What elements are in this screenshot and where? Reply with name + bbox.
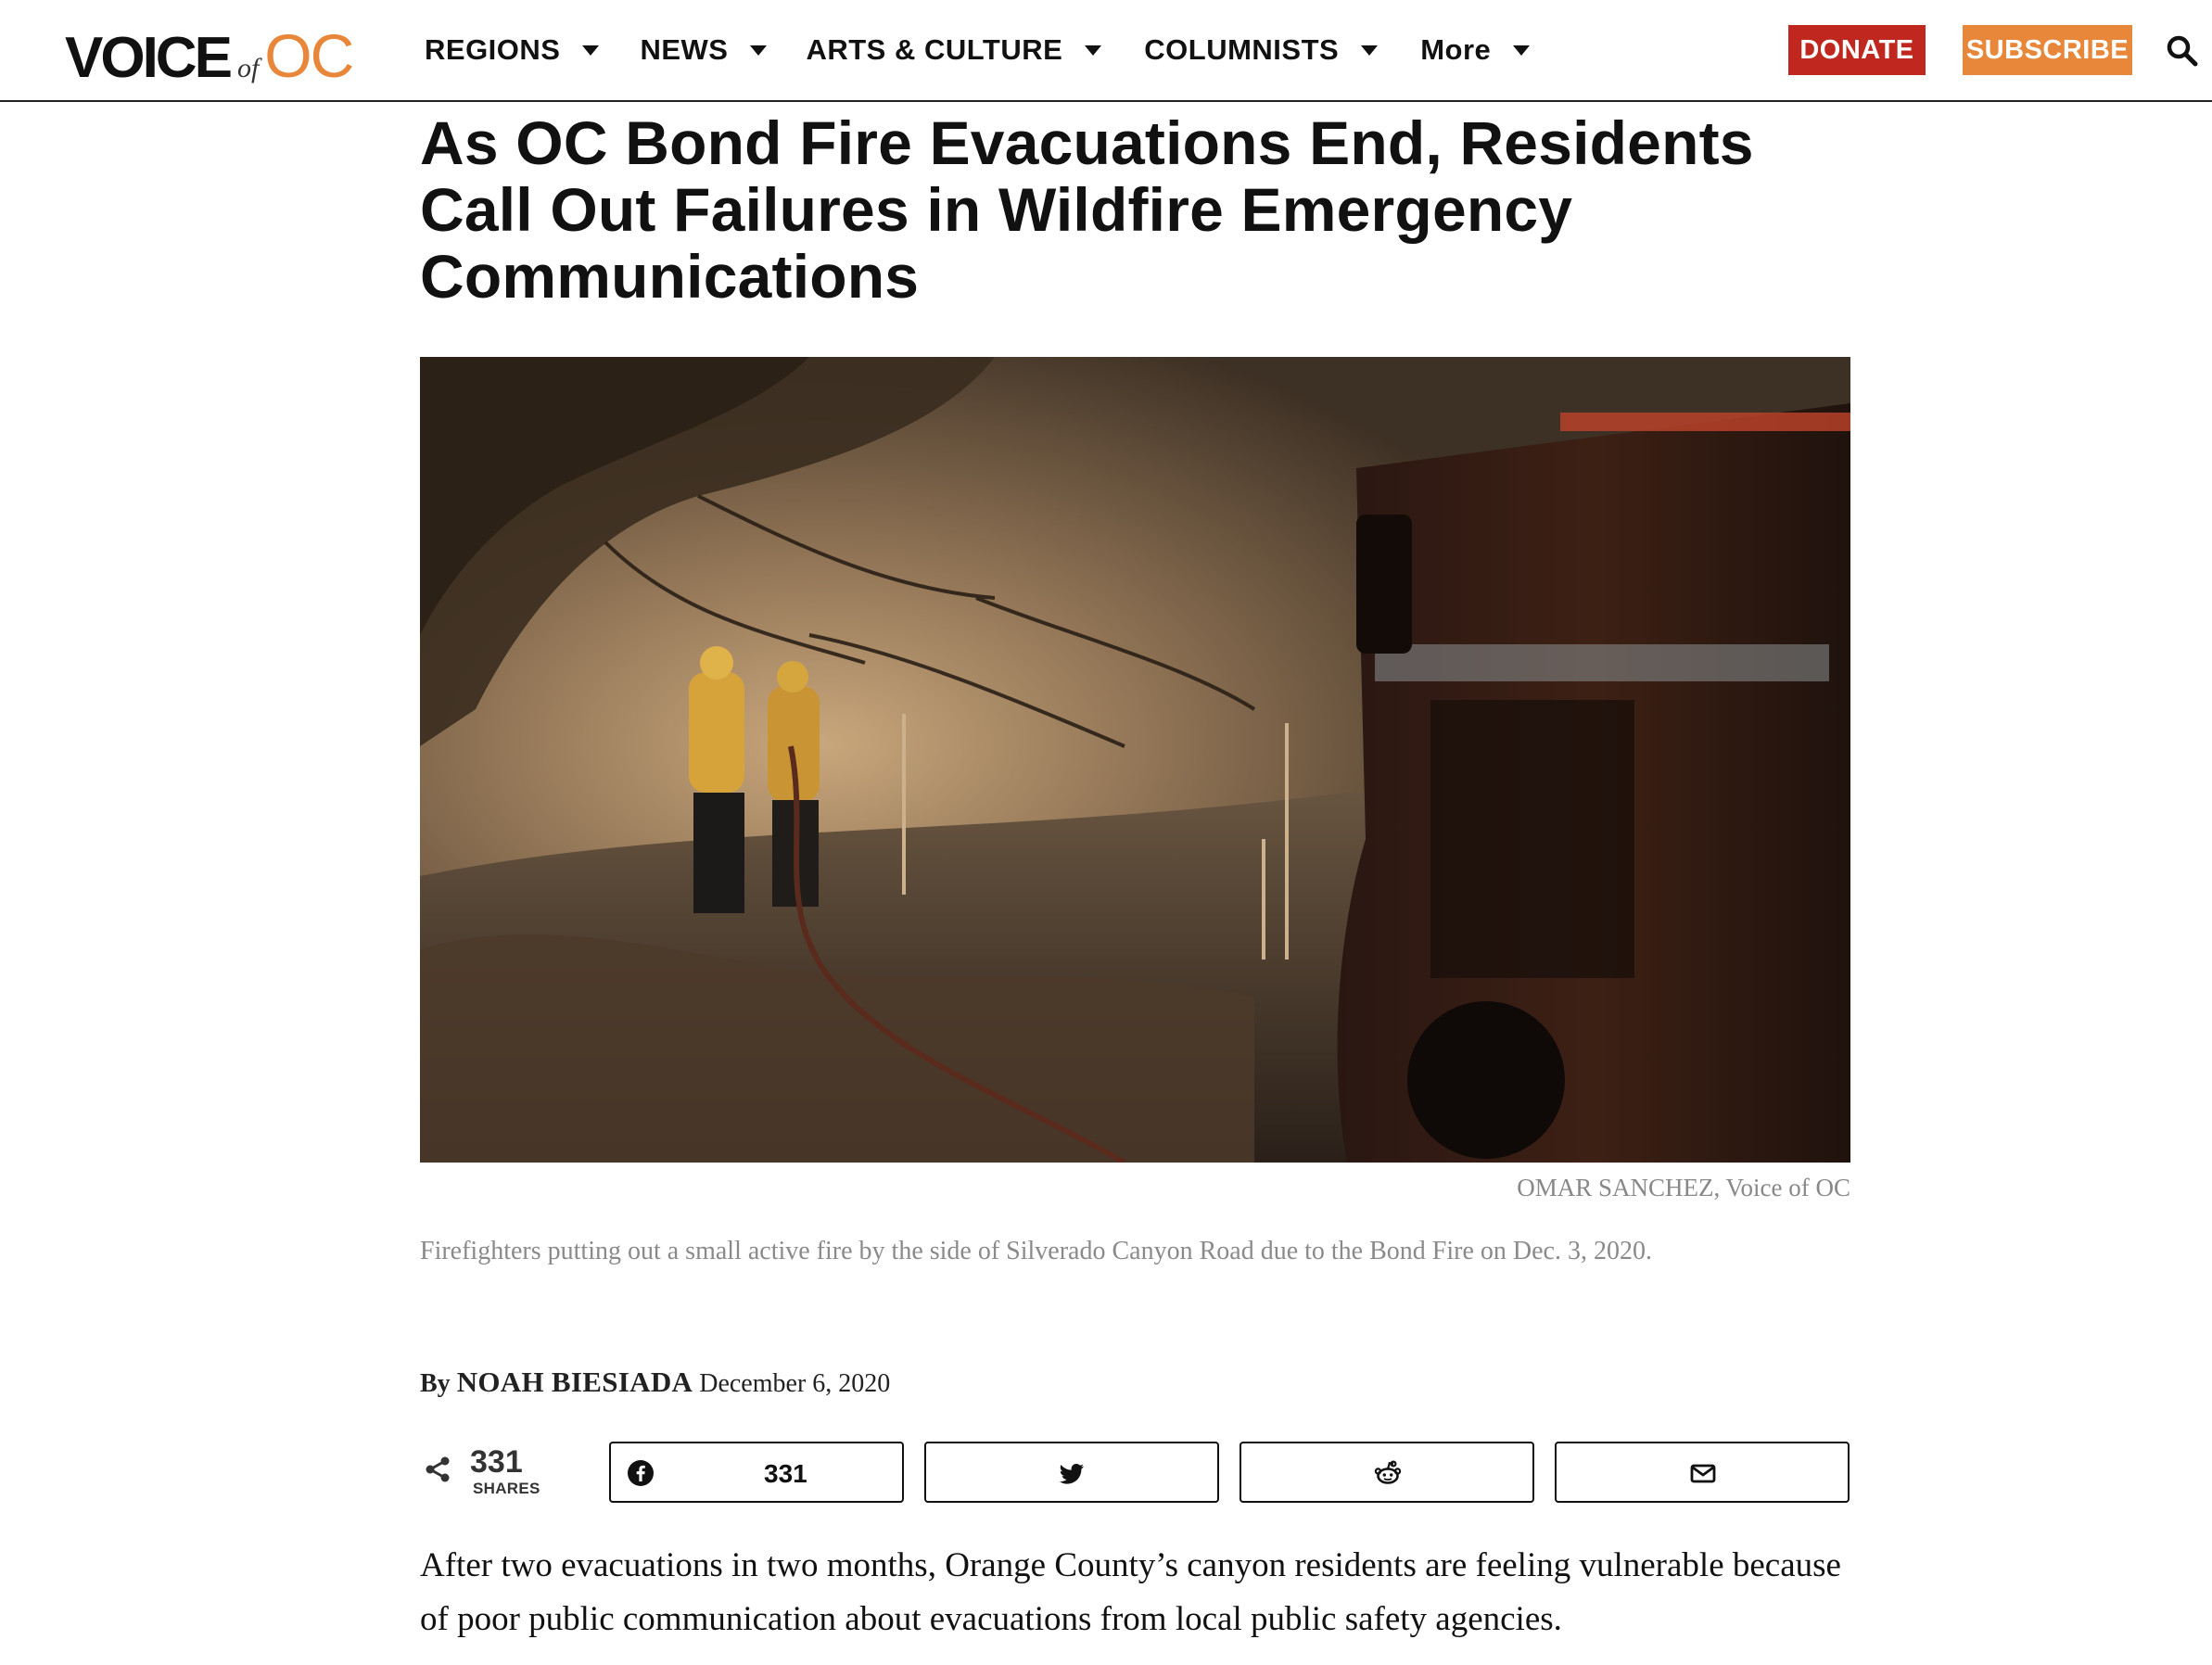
publish-date: December 6, 2020 [699, 1369, 891, 1398]
facebook-share-count: 331 [764, 1459, 807, 1488]
share-count [422, 1443, 552, 1498]
main-nav [425, 30, 1530, 70]
facebook-share-button[interactable] [609, 1442, 904, 1503]
byline [420, 1366, 890, 1399]
nav-item-label: ARTS & CULTURE [806, 33, 1063, 66]
email-icon [1689, 1459, 1717, 1487]
nav-item-more[interactable] [1420, 33, 1530, 67]
caret-down-icon [1085, 45, 1101, 56]
logo-oc-text: OC [264, 21, 353, 90]
share-icon [424, 1455, 451, 1483]
nav-item-arts-culture[interactable] [806, 33, 1101, 67]
donate-button[interactable]: DONATE [1788, 25, 1926, 75]
article-headline: As OC Bond Fire Evacuations End, Residents Call Out Failures in Wildfire Emergency Communications [420, 108, 1754, 311]
logo-voice-text: VOICE [65, 26, 230, 90]
photo-caption: Firefighters putting out a small active fire by the side of Silverado Canyon Road due to the Bond Fire on Dec. 3, 2020. [420, 1237, 1652, 1265]
nav-item-columnists[interactable] [1144, 33, 1378, 67]
nav-item-label: COLUMNISTS [1144, 33, 1340, 66]
subscribe-button[interactable]: SUBSCRIBE [1963, 25, 2132, 75]
nav-item-news[interactable] [640, 33, 767, 67]
byline-prefix: By [420, 1369, 451, 1398]
nav-item-label: More [1420, 33, 1492, 66]
site-header [0, 0, 2212, 102]
caret-down-icon [1361, 45, 1378, 56]
twitter-icon [1059, 1459, 1087, 1487]
search-icon[interactable] [2166, 34, 2199, 68]
caret-down-icon [1513, 45, 1530, 56]
twitter-share-button[interactable] [924, 1442, 1219, 1503]
share-total: 331 [470, 1444, 523, 1480]
email-share-button[interactable] [1555, 1442, 1850, 1503]
nav-item-regions[interactable] [425, 33, 599, 67]
nav-item-label: NEWS [640, 33, 729, 66]
author-link[interactable]: NOAH BIESIADA [456, 1366, 693, 1398]
logo-of-text: of [236, 53, 260, 83]
site-logo[interactable] [65, 20, 353, 90]
facebook-icon [627, 1459, 655, 1487]
reddit-share-button[interactable] [1239, 1442, 1534, 1503]
reddit-icon [1374, 1459, 1402, 1487]
caret-down-icon [750, 45, 767, 56]
share-total-label: SHARES [473, 1480, 540, 1497]
hero-photo [420, 357, 1850, 1163]
caret-down-icon [582, 45, 599, 56]
article-lead-paragraph: After two evacuations in two months, Orange County’s canyon residents are feeling vulnerable because of poor public communication about evacuations from local public safety agencies. [420, 1546, 1841, 1638]
photo-credit: OMAR SANCHEZ, Voice of OC [1517, 1174, 1850, 1201]
nav-item-label: REGIONS [425, 33, 561, 66]
